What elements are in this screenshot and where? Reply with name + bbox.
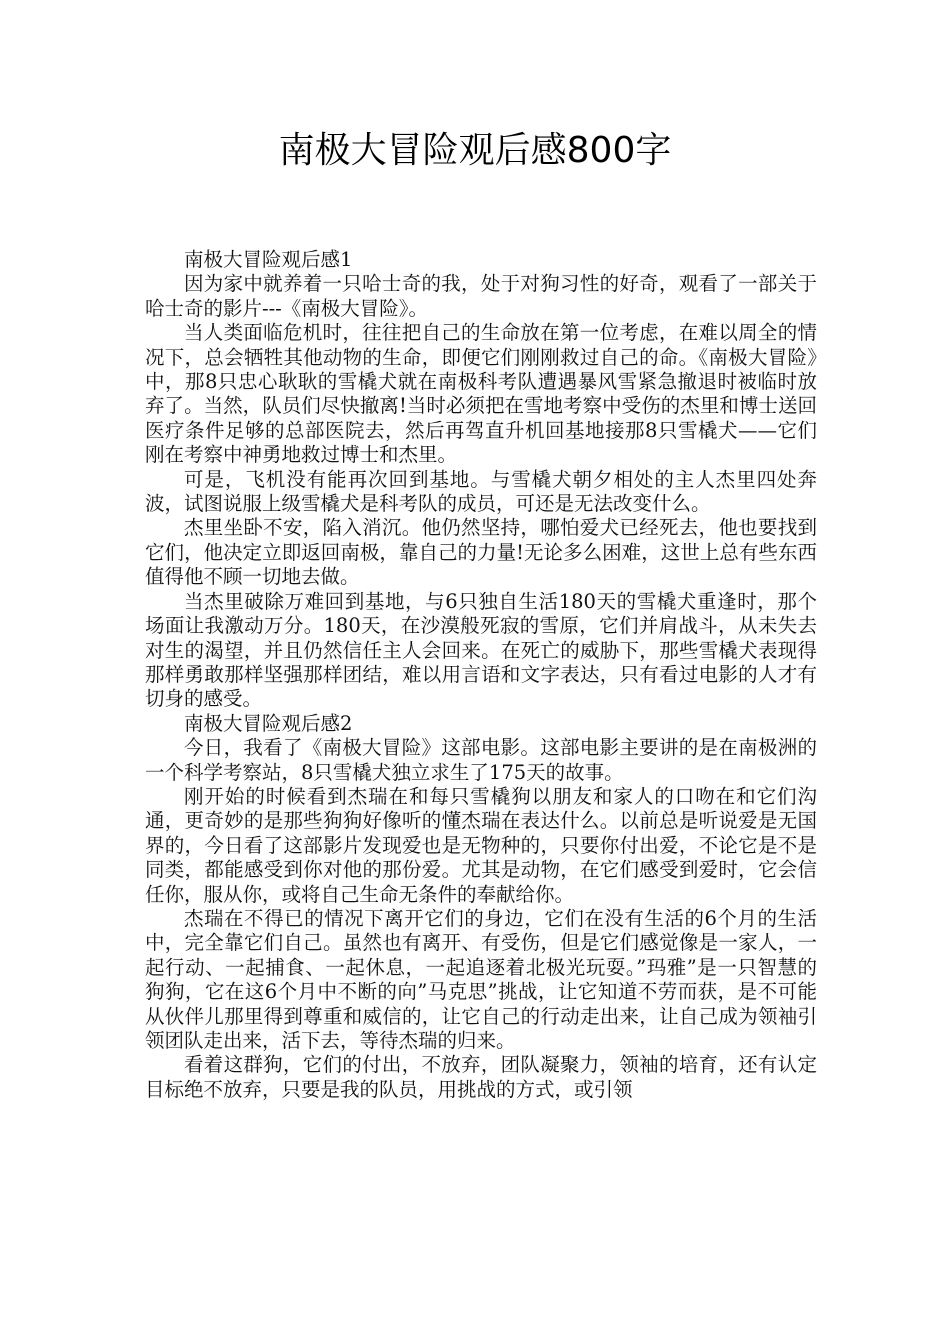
- body-paragraph: 杰瑞在不得已的情况下离开它们的身边，它们在没有生活的6个月的生活中，完全靠它们自己。虽然也有离开、有受伤，但是它们感觉像是一家人，一起行动、一起捕食、一起休息，一起追逐着北极光玩耍。”玛雅”是一只智慧的狗狗，它在这6个月中不断的向”马克思”挑战，让它知道不劳而获，是不可能从伙伴儿那里得到尊重和威信的，让它自己的行动走出来，让自己成为领袖引领团队走出来，活下去，等待杰瑞的归来。: [145, 906, 817, 1052]
- body-paragraph: 可是，飞机没有能再次回到基地。与雪橇犬朝夕相处的主人杰里四处奔波，试图说服上级雪橇犬是科考队的成员，可还是无法改变什么。: [145, 467, 817, 516]
- body-paragraph: 杰里坐卧不安，陷入消沉。他仍然坚持，哪怕爱犬已经死去，他也要找到它们，他决定立即返回南极，靠自己的力量!无论多么困难，这世上总有些东西值得他不顾一切地去做。: [145, 516, 817, 589]
- body-paragraph: 当杰里破除万难回到基地，与6只独自生活180天的雪橇犬重逢时，那个场面让我激动万分。180天，在沙漠般死寂的雪原，它们并肩战斗，从未失去对生的渴望，并且仍然信任主人会回来。在死亡的威胁下，那些雪橇犬表现得那样勇敢那样坚强那样团结，难以用言语和文字表达，只有看过电影的人才有切身的感受。: [145, 589, 817, 711]
- body-paragraph: 因为家中就养着一只哈士奇的我，处于对狗习性的好奇，观看了一部关于哈士奇的影片---《南极大冒险》。: [145, 272, 817, 320]
- section-heading: 南极大冒险观后感1: [184, 248, 353, 271]
- body-paragraph: 当人类面临危机时，往往把自己的生命放在第一位考虑，在难以周全的情况下，总会牺牲其他动物的生命，即便它们刚刚救过自己的命。《南极大冒险》中，那8只忠心耿耿的雪橇犬就在南极科考队遭遇暴风雪紧急撤退时被临时放弃了。当然，队员们尽快撤离!当时必须把在雪地考察中受伤的杰里和博士送回医疗条件足够的总部医院去，然后再驾直升机回基地接那8只雪橇犬——它们刚在考察中神勇地救过博士和杰里。: [145, 321, 817, 467]
- body-paragraph: 看着这群狗，它们的付出，不放弃，团队凝聚力，领袖的培育，还有认定目标绝不放弃，只要是我的队员，用挑战的方式，或引领: [145, 1053, 817, 1101]
- document-body: [145, 248, 817, 1102]
- section-heading: 南极大冒险观后感2: [184, 711, 353, 735]
- body-paragraph: 今日，我看了《南极大冒险》这部电影。这部电影主要讲的是在南极洲的一个科学考察站，8只雪橇犬独立求生了175天的故事。: [145, 736, 817, 784]
- document-title: 南极大冒险观后感800字: [278, 130, 672, 171]
- body-paragraph: 刚开始的时候看到杰瑞在和每只雪橇狗以朋友和家人的口吻在和它们沟通，更奇妙的是那些狗狗好像听的懂杰瑞在表达什么。以前总是听说爱是无国界的，今日看了这部影片发现爱也是无物种的，只要你付出爱，不论它是不是同类，都能感受到你对他的那份爱。尤其是动物，在它们感受到爱时，它会信任你，服从你，或将自己生命无条件的奉献给你。: [145, 784, 817, 906]
